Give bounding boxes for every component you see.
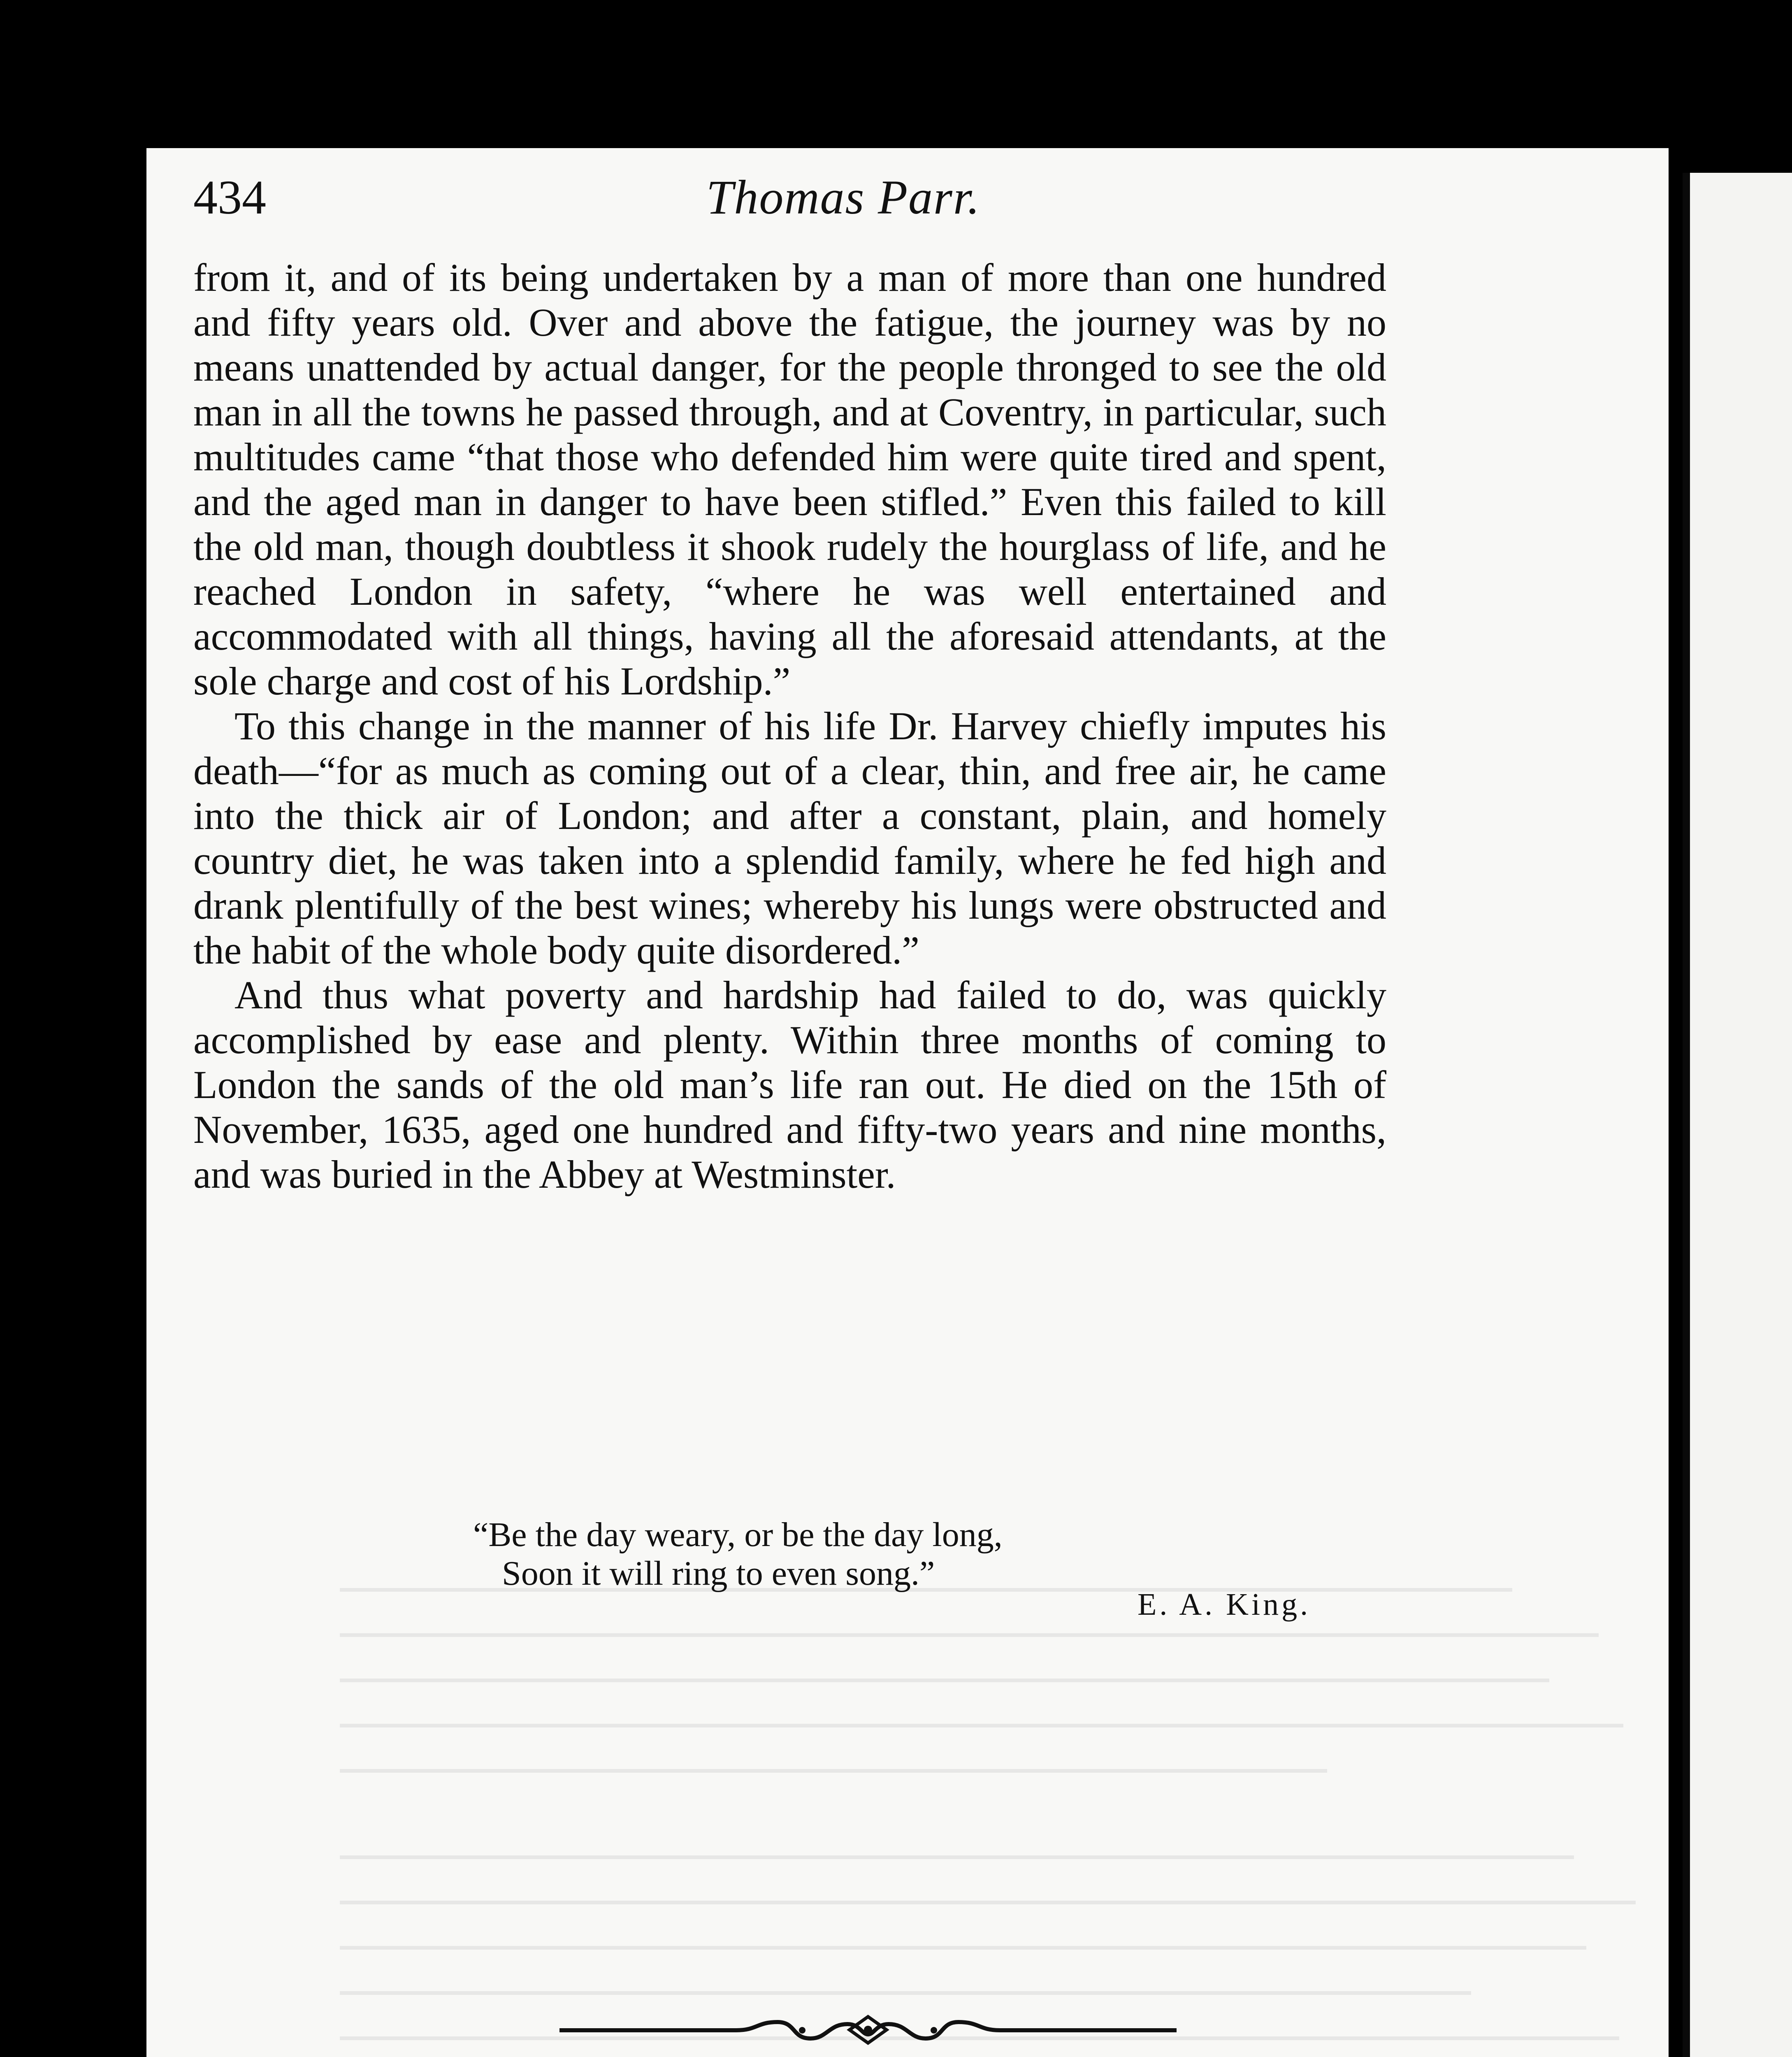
body-paragraph-1: from it, and of its being undertaken by a man of more than one hundred and fifty years old. Over and above the fatigue, the journey was by no means unattended by actual danger, for the people thronged to see the old man in all the towns he passed through, and at Coventry, in particular, such multitudes came “that those who defended him were quite tired and spent, and the aged man in danger to have been stifled.” Even this failed to kill the old man, though doubtless it shook rudely the hourglass of life, and he reached London in safety, “where he was well entertained and accommodated with all things, having all the aforesaid attendants, at the sole charge and cost of his Lordship.” [193, 255, 1386, 703]
verse-line-1: “Be the day weary, or be the day long, [473, 1516, 1003, 1554]
article-body [193, 255, 1386, 1197]
closing-verse [473, 1516, 1296, 1593]
page-header [193, 165, 1493, 239]
adjacent-page-edge [1683, 173, 1792, 2057]
reverse-page-show-through [340, 1588, 1648, 2057]
running-title: Thomas Parr. [706, 170, 981, 224]
verse-line-2: Soon it will ring to even song.” [502, 1554, 935, 1593]
body-paragraph-2: To this change in the manner of his life Dr. Harvey chiefly imputes his death—“for as much as coming out of a clear, thin, and free air, he came into the thick air of London; and after a constant, plain, and homely country diet, he was taken into a splendid family, where he fed high and drank plentifully of the best wines; whereby his lungs were obstructed and the habit of the whole body quite disordered.” [193, 704, 1386, 972]
page-number: 434 [193, 170, 266, 224]
decorative-flourish-icon [559, 2012, 1177, 2049]
body-paragraph-3: And thus what poverty and hardship had failed to do, was quickly accomplished by ease and plenty. Within three months of coming to London the sands of the old man’s life ran out. He died on the 15th of November, 1635, aged one hundred and fifty-two years and nine months, and was buried in the Abbey at Westminster. [193, 973, 1386, 1196]
author-signature: E. A. King. [1137, 1587, 1311, 1622]
